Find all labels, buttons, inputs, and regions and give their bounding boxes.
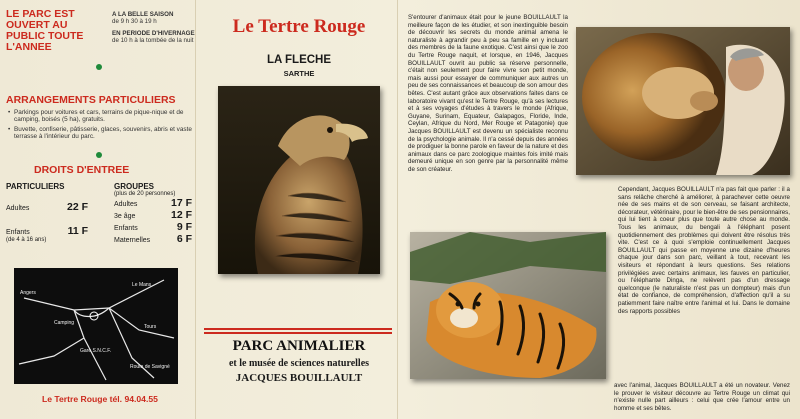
price-label-sub: (de 4 à 16 ans) (6, 237, 47, 243)
divider-stripe (204, 332, 392, 334)
brand-title: Le Tertre Rouge (232, 16, 366, 37)
price-value: 6 F (176, 233, 192, 245)
tiger-photo-image (410, 232, 606, 379)
hours-winter-label: EN PERIODE D'HIVERNAGE (112, 30, 195, 37)
prices-individual-heading: PARTICULIERS (6, 182, 65, 191)
director-name: JACQUES BOUILLAULT (235, 372, 363, 384)
prices-group-sub: (plus de 20 personnes) (114, 191, 176, 197)
eagle-photo-image (218, 86, 380, 274)
info-panel (0, 0, 196, 419)
story-text-col2: Cependant, Jacques BOUILLAULT n'a pas fait que parler : il a sans relâche cherché à améliorer, à parachever cette oeuvre née de ses mains et de son cerveau, se faisant architecte, décorateur, vétérinaire, pour le bien-être de ses pensionnaires, qui lui tient à coeur plus que toute autre chose au monde. Tous les animaux, du bengali à l'éléphant posent quotidiennement des problèmes qui doivent être résolus très vite. C'est ce à quoi s'emploie continuellement Jacques BOUILLAULT qui passe en moyenne une dizaine d'heures chaque jour dans son parc, veillant à tout, recevant les visiteurs et répondant à leurs questions. Ses relations privilégiées avec certains animaux, les fauves en particulier, ou l'éléphante Dinga, ne relèvent pas d'un dressage quelconque (le naturaliste n'est pas un dompteur) mais d'un état de confiance, de compréhension, d'affection qu'il a su patiemment faire naître entre l'animal et lui. Dans le domaine des rapports possibles (618, 186, 790, 315)
price-value: 11 F (67, 225, 88, 237)
price-value: 22 F (66, 201, 88, 213)
bullet-dot-icon (96, 64, 102, 70)
parc-title: PARC ANIMALIER (232, 338, 366, 354)
price-row (114, 209, 192, 221)
department-label: SARTHE (283, 69, 315, 78)
price-row (114, 233, 192, 245)
price-label: Maternelles (114, 237, 151, 244)
price-row (6, 201, 88, 213)
price-row (114, 197, 192, 209)
arrangements-list (8, 109, 192, 143)
list-item: • Buvette, confiserie, pâtisserie, glaces, souvenirs, abris et vaste terrasse à l'intérieur du parc. (8, 126, 192, 141)
price-table (2, 182, 194, 264)
story-text-col1: S'entourer d'animaux était pour le jeune BOUILLAULT la meilleure façon de les étudier, et son inextinguible besoin de découvrir les secrets du monde animal amena le naturaliste à agrandir peu à peu sa famille en y incluant des membres de la faune exotique. C'est ainsi que le zoo du Tertre Rouge naquit, et lorsque, en 1946, Jacques BOUILLAULT ouvrit au public sa réserve personnelle, c'était non seulement pour faire vivre son petit monde, mais aussi pour essayer de communiquer aux autres un peu de ses connaissances et beaucoup de son amour des bêtes. C'est autant grâce aux observations faites dans ce laboratoire vivant qu'est le Tertre Rouge, qu'à ses lectures et à ses voyages d'études à travers le monde (Afrique, Guyane, Surinam, Equateur, Galapagos, Floride, Inde, Ceylan, Afrique du Nord, Mer Rouge et Patagonie) que Jacques BOUILLAULT est devenu un spécialiste reconnu de la psychologie animale. Il n'a cessé depuis des années de prodiguer la bonne parole en faveur de la nature et des animaux dans ce parc zoologique maintes fois imité mais demeuré unique en son genre par la personnalité même de son créateur. (408, 14, 568, 173)
hours-summer (112, 11, 196, 25)
divider-stripe (204, 328, 392, 330)
lion-photo (576, 27, 790, 175)
map-label-angers: Angers (20, 290, 36, 296)
eagle-photo (218, 86, 380, 274)
map-drawing (14, 268, 178, 384)
price-label-text: Enfants (6, 229, 30, 236)
city-title: LA FLECHE (266, 54, 332, 66)
price-label: Enfants (114, 225, 138, 232)
arrangements-title: ARRANGEMENTS PARTICULIERS (6, 94, 176, 106)
price-value: 9 F (176, 221, 192, 233)
price-row (114, 221, 192, 233)
price-value: 12 F (170, 209, 192, 221)
prices-group-heading: GROUPES (114, 182, 155, 191)
hours-summer-text: de 9 h 30 à 19 h (112, 18, 157, 25)
prices-individual (6, 182, 88, 243)
map-label-le-mans: Le Mans (132, 282, 152, 288)
prices-group (114, 182, 192, 245)
phone-contact: Le Tertre Rouge tél. 94.04.55 (42, 394, 158, 404)
prices-title: DROITS D'ENTREE (34, 164, 130, 176)
story-text-col3: avec l'animal, Jacques BOUILLAULT a été un novateur. Venez le prouver le visiteur découvre au Tertre Rouge un climat qui n'existe nulle part ailleurs : celui que crée l'amour entre un homme et ses bêtes. (614, 382, 790, 412)
lion-photo-image (576, 27, 790, 175)
price-label: Adultes (6, 205, 30, 212)
museum-subtitle: et le musée de sciences naturelles (228, 358, 370, 369)
location-map (14, 268, 178, 384)
map-label-savigne: Route de Savigné (130, 364, 170, 370)
map-label-camping: Camping (54, 320, 75, 326)
bullet-dot-icon (96, 152, 102, 158)
price-label: 3e âge (114, 213, 136, 220)
list-item: • Parkings pour voitures et cars, terrains de pique-nique et de camping, boisés (5 ha), gratuits. (8, 109, 192, 124)
opening-hours (112, 11, 196, 49)
price-label: Adultes (114, 201, 138, 208)
price-label (6, 229, 46, 243)
hours-summer-label: A LA BELLE SAISON (112, 11, 174, 18)
hours-winter (112, 30, 196, 44)
opening-notice: LE PARC EST OUVERT AU PUBLIC TOUTE L'ANNEE (6, 8, 84, 53)
tiger-photo (410, 232, 606, 379)
price-value: 17 F (170, 197, 192, 209)
map-label-gare: Gare S.N.C.F. (80, 348, 112, 354)
hours-winter-text: de 10 h à la tombée de la nuit (112, 37, 194, 44)
price-row (6, 225, 88, 243)
map-label-tours: Tours (144, 324, 157, 330)
